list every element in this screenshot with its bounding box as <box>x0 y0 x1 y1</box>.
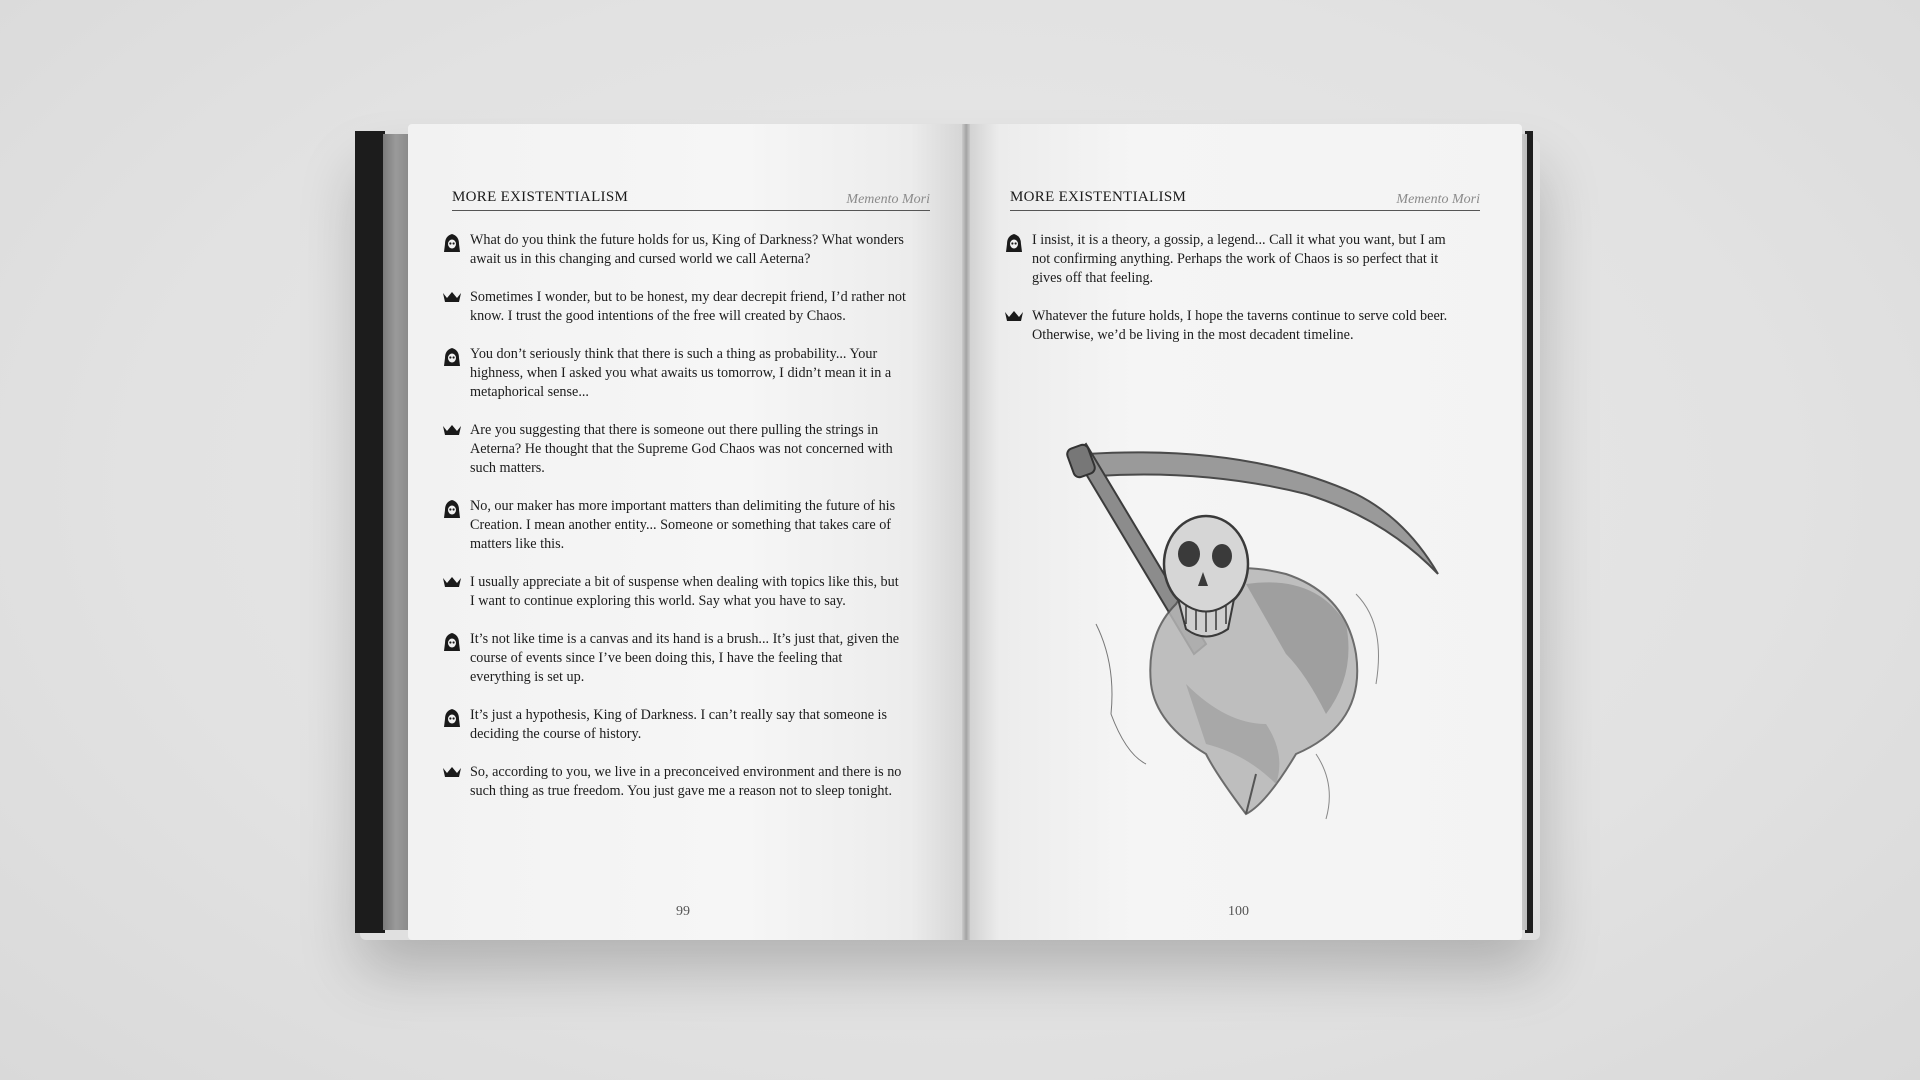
dialogue-text: What do you think the future holds for us, King of Darkness? What wonders await us in this changing and cursed world we call Aeterna? <box>470 232 904 267</box>
dialogue-text: It’s not like time is a canvas and its hand is a brush... It’s just that, given the course of events since I’ve been doing this, I have the feeling that everything is set up. <box>470 631 900 685</box>
section-subtitle: Memento Mori <box>846 192 930 207</box>
crown-icon <box>442 288 470 326</box>
dialogue-text: So, according to you, we live in a preconceived environment and there is no such thing as true freedom. You just gave me a reason not to sleep tonight. <box>470 764 902 799</box>
dialogue-entry <box>442 345 906 402</box>
chapter-title: MORE EXISTENTIALISM <box>1010 189 1187 205</box>
left-page <box>408 124 966 940</box>
reaper-icon <box>442 706 470 744</box>
dialogue-list <box>1004 231 1454 364</box>
dialogue-list <box>442 231 906 820</box>
dialogue-entry <box>442 421 906 478</box>
dialogue-text: No, our maker has more important matters than delimiting the future of his Creation. I mean another entity... Someone or something that takes care of matters like this. <box>470 498 896 552</box>
page-number: 99 <box>676 904 690 919</box>
dialogue-text: Are you suggesting that there is someone out there pulling the strings in Aeterna? He thought that the Supreme God Chaos was not concerned with such matters. <box>470 422 893 476</box>
crown-icon <box>1004 307 1032 345</box>
dialogue-entry <box>442 763 906 801</box>
dialogue-entry <box>442 497 906 554</box>
dialogue-text: You don’t seriously think that there is such a thing as probability... Your highness, when I asked you what awaits us tomorrow, I didn’t mean it in a metaphorical sense... <box>470 346 892 400</box>
crown-icon <box>442 421 470 478</box>
page-number: 100 <box>1228 904 1249 919</box>
dialogue-text: It’s just a hypothesis, King of Darkness. I can’t really say that someone is deciding the course of history. <box>470 707 888 742</box>
book-gutter <box>962 124 970 940</box>
dialogue-text: I usually appreciate a bit of suspense when dealing with topics like this, but I want to continue exploring this world. Say what you have to say. <box>470 574 899 609</box>
reaper-icon <box>442 497 470 554</box>
dialogue-text: Sometimes I wonder, but to be honest, my dear decrepit friend, I’d rather not know. I trust the good intentions of the free will created by Chaos. <box>470 289 906 324</box>
dialogue-entry <box>1004 307 1454 345</box>
dialogue-text: I insist, it is a theory, a gossip, a legend... Call it what you want, but I am not confirming anything. Perhaps the work of Chaos is so perfect that it gives off that feeling. <box>1032 232 1446 286</box>
reaper-icon <box>1004 231 1032 288</box>
crown-icon <box>442 573 470 611</box>
dialogue-entry <box>442 288 906 326</box>
dialogue-entry <box>1004 231 1454 288</box>
dialogue-entry <box>442 706 906 744</box>
grim-reaper-illustration <box>1056 424 1456 844</box>
section-subtitle: Memento Mori <box>1396 192 1480 207</box>
dialogue-text: Whatever the future holds, I hope the taverns continue to serve cold beer. Otherwise, we’d be living in the most decadent timeline. <box>1032 308 1448 343</box>
page-header <box>452 188 930 211</box>
crown-icon <box>442 763 470 801</box>
dialogue-entry <box>442 573 906 611</box>
reaper-icon <box>442 630 470 687</box>
book-cover-left <box>355 131 385 933</box>
reaper-icon <box>442 345 470 402</box>
dialogue-entry <box>442 231 906 269</box>
dialogue-entry <box>442 630 906 687</box>
right-page <box>966 124 1522 940</box>
reaper-icon <box>442 231 470 269</box>
chapter-title: MORE EXISTENTIALISM <box>452 189 629 205</box>
page-header <box>1010 188 1480 211</box>
